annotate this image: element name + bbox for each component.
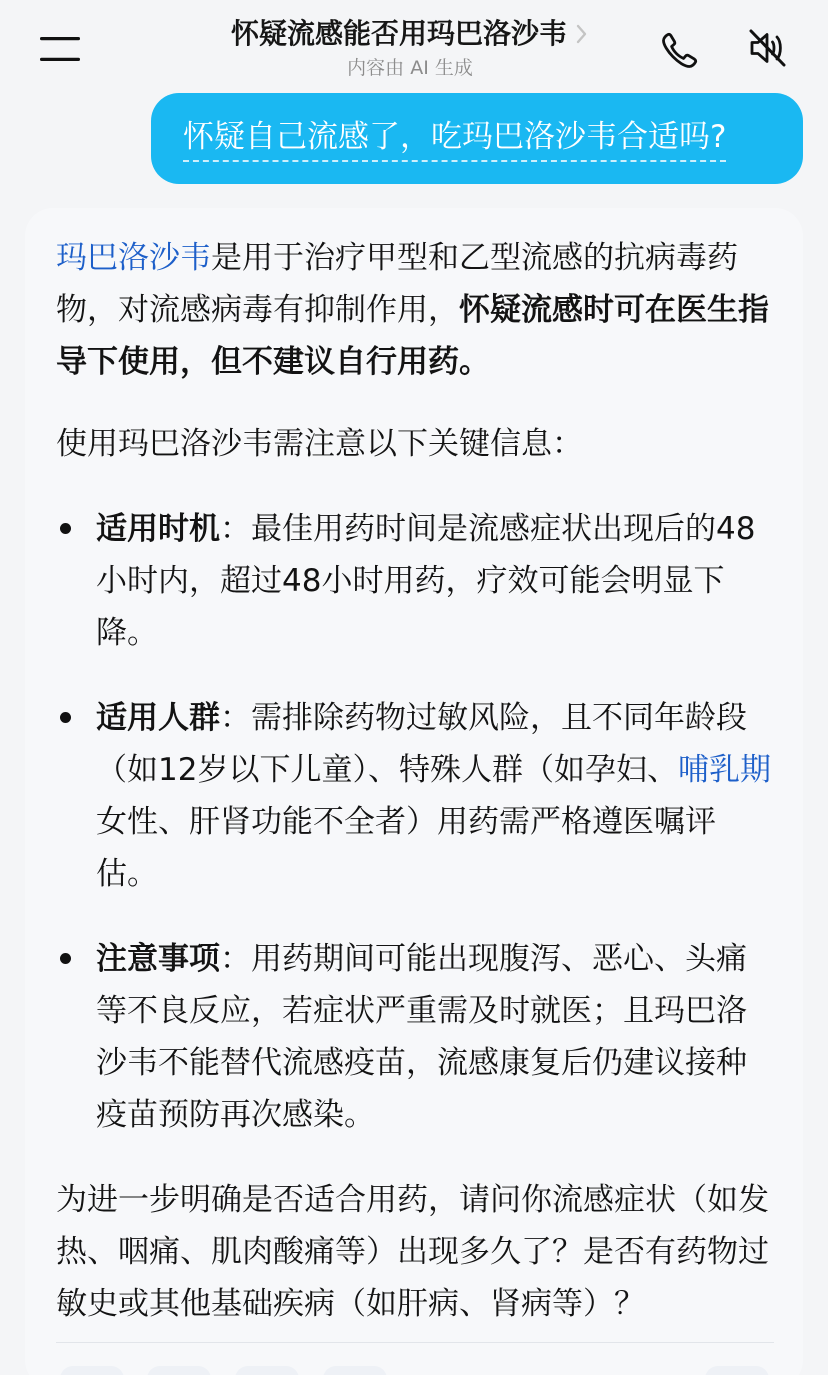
action-button[interactable] <box>235 1366 299 1375</box>
hamburger-menu-icon[interactable] <box>40 37 80 61</box>
list-item-label: 适用人群 <box>96 700 220 736</box>
list-item <box>56 692 771 900</box>
list-item-label: 适用时机 <box>96 511 220 547</box>
answer-closing-question: 为进一步明确是否适合用药，请问你流感症状（如发热、咽痛、肌肉酸痛等）出现多久了？是否有药物过敏史或其他基础疾病（如肝病、肾病等）？ <box>56 1182 769 1322</box>
bullet-dot <box>60 953 71 964</box>
bullet-dot <box>60 712 71 723</box>
answer-intro-emphasis: 怀疑流感时可在医生指导下使用，但不建议自行用药。 <box>56 292 769 380</box>
action-button[interactable] <box>147 1366 211 1375</box>
user-message-bubble[interactable] <box>151 93 803 184</box>
answer-intro-text: 是用于治疗甲型和乙型流感的抗病毒药物，对流感病毒有抑制作用， <box>56 240 738 328</box>
list-item-separator: ： <box>220 700 251 736</box>
list-item-label: 注意事项 <box>96 941 220 977</box>
list-item-body: 需排除药物过敏风险，且不同年龄段（如12岁以下儿童）、特殊人群（如孕妇、 <box>96 700 747 788</box>
list-item-text <box>96 692 771 900</box>
list-item-body-end: 女性、肝肾功能不全者）用药需严格遵医嘱评估。 <box>96 804 716 892</box>
action-button[interactable] <box>323 1366 387 1375</box>
conversation-title-area[interactable] <box>170 16 650 81</box>
ai-generated-note: 内容由 AI 生成 <box>347 57 473 79</box>
list-item <box>56 503 771 659</box>
bullet-dot <box>60 523 71 534</box>
top-bar <box>0 0 828 92</box>
chevron-right-icon[interactable] <box>575 23 589 45</box>
action-button[interactable] <box>705 1366 769 1375</box>
user-message-text: 怀疑自己流感了，吃玛巴洛沙韦合适吗? <box>183 116 726 162</box>
card-divider <box>56 1342 774 1343</box>
list-item-separator: ： <box>220 941 251 977</box>
drug-name-link[interactable]: 玛巴洛沙韦 <box>56 240 211 276</box>
list-item-body: 用药期间可能出现腹泻、恶心、头痛等不良反应，若症状严重需及时就医；且玛巴洛沙韦不能替代流感疫苗，流感康复后仍建议接种疫苗预防再次感染。 <box>96 941 747 1133</box>
list-item <box>56 933 771 1141</box>
lactation-link[interactable]: 哺乳期 <box>677 752 771 788</box>
list-item-text <box>96 503 771 659</box>
answer-lead: 使用玛巴洛沙韦需注意以下关键信息： <box>56 426 583 462</box>
list-item-separator: ： <box>220 511 251 547</box>
list-item-body: 最佳用药时间是流感症状出现后的48小时内，超过48小时用药，疗效可能会明显下降。 <box>96 511 756 651</box>
key-info-list <box>56 503 771 1141</box>
answer-intro <box>56 232 771 388</box>
ai-answer-card <box>25 208 803 1375</box>
speaker-muted-icon[interactable] <box>743 24 791 72</box>
phone-icon[interactable] <box>656 28 702 74</box>
list-item-text <box>96 933 771 1141</box>
conversation-title[interactable]: 怀疑流感能否用玛巴洛沙韦 <box>230 17 567 50</box>
action-button[interactable] <box>60 1366 124 1375</box>
